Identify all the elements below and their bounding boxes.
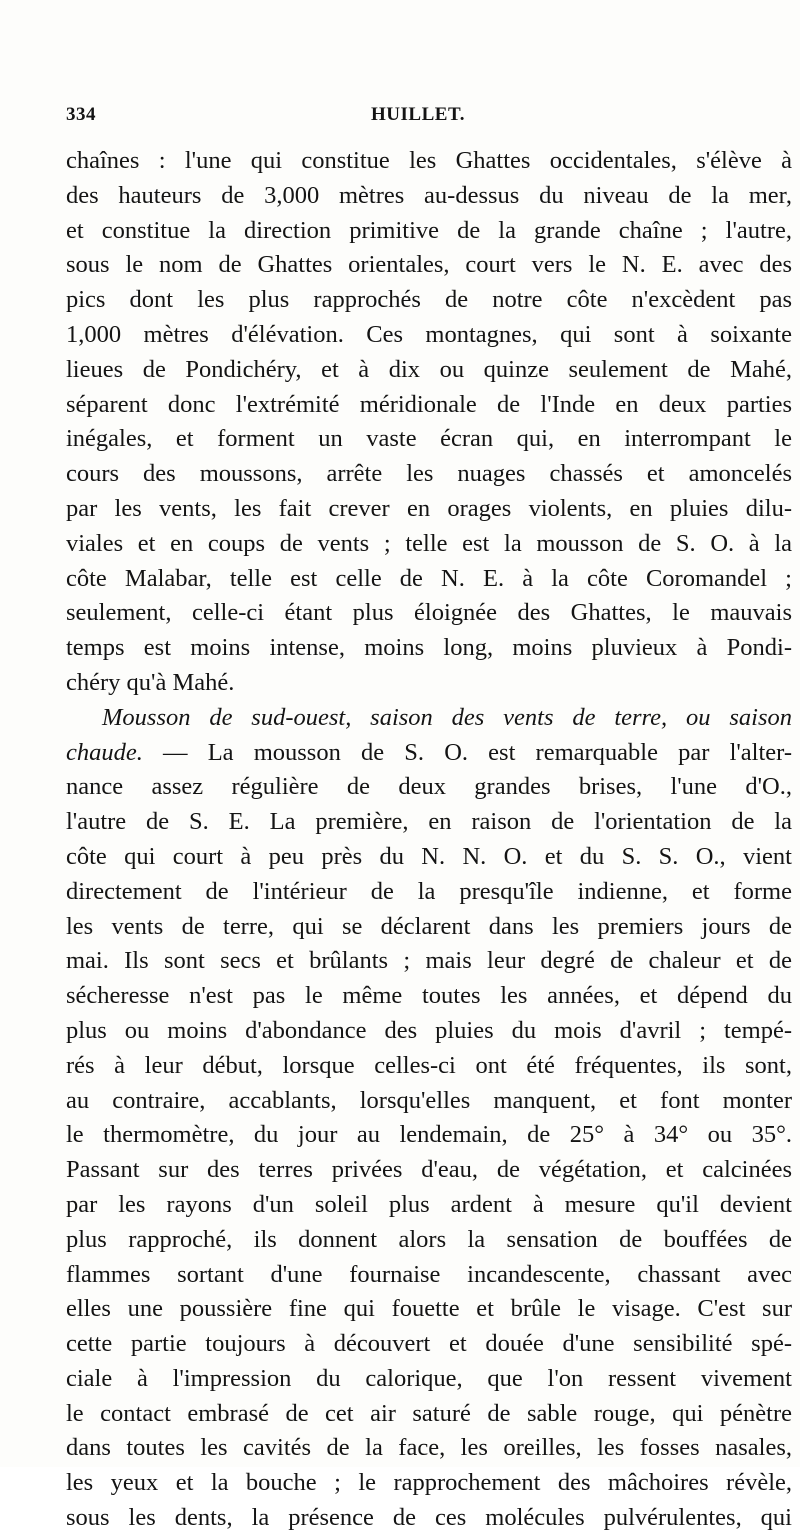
text-line: chaînes : l'une qui constitue les Ghattes occidentales, s'élève à: [66, 147, 792, 174]
paragraph-2: [66, 701, 792, 1536]
text-line: par les rayons d'un soleil plus ardent à mesure qu'il devient: [66, 1190, 792, 1218]
text-line: chéry qu'à Mahé.: [66, 668, 235, 696]
text-line: le contact embrasé de cet air saturé de sable rouge, qui pénètre: [66, 1399, 792, 1427]
text-line: inégales, et forment un vaste écran qui, en interrompant le: [66, 425, 792, 453]
paragraph-1: [66, 144, 792, 701]
text-line: pics dont les plus rapprochés de notre côte n'excèdent pas: [66, 286, 792, 314]
text-line: les vents de terre, qui se déclarent dans les premiers jours de: [66, 912, 792, 940]
body-text: [66, 144, 792, 1536]
text-line: côte qui court à peu près du N. N. O. et du S. S. O., vient: [66, 842, 792, 870]
text-line: lieues de Pondichéry, et à dix ou quinze seulement de Mahé,: [66, 355, 792, 383]
text-line: par les vents, les fait crever en orages violents, en pluies dilu-: [66, 494, 792, 522]
text-line: rés à leur début, lorsque celles-ci ont été fréquentes, ils sont,: [66, 1051, 792, 1079]
text-line: Passant sur des terres privées d'eau, de végétation, et calcinées: [66, 1156, 792, 1184]
text-line: plus rapproché, ils donnent alors la sensation de bouffées de: [66, 1225, 792, 1253]
running-head: [66, 104, 770, 128]
text-line: directement de l'intérieur de la presqu'île indienne, et forme: [66, 877, 792, 905]
text-line: les yeux et la bouche ; le rapprochement des mâchoires révèle,: [66, 1469, 792, 1497]
text-line: l'autre de S. E. La première, en raison de l'orientation de la: [66, 808, 792, 836]
text-line: sous les dents, la présence de ces molécules pulvérulentes, qui: [66, 1504, 792, 1532]
section-heading: Mousson de sud-ouest, saison des vents de terre, ou saison: [102, 703, 792, 731]
text-line: cette partie toujours à découvert et douée d'une sensibilité spé-: [66, 1330, 792, 1358]
text-line: viales et en coups de vents ; telle est la mousson de S. O. à la: [66, 529, 792, 557]
section-heading-line: [66, 736, 792, 771]
text-line: au contraire, accablants, lorsqu'elles manquent, et font monter: [66, 1086, 792, 1114]
text-line: dans toutes les cavités de la face, les oreilles, les fosses nasales,: [66, 1434, 792, 1462]
text-line: plus ou moins d'abondance des pluies du mois d'avril ; tempé-: [66, 1016, 792, 1044]
text-line: des hauteurs de 3,000 mètres au-dessus du niveau de la mer,: [66, 181, 792, 209]
section-heading-end: chaude.: [66, 738, 143, 766]
text-line: mai. Ils sont secs et brûlants ; mais leur degré de chaleur et de: [66, 947, 792, 975]
text-line: flammes sortant d'une fournaise incandescente, chassant avec: [66, 1260, 792, 1288]
text-line: elles une poussière fine qui fouette et brûle le visage. C'est sur: [66, 1295, 792, 1323]
text-line: le thermomètre, du jour au lendemain, de 25° à 34° ou 35°.: [66, 1121, 792, 1149]
text-line: temps est moins intense, moins long, moins pluvieux à Pondi-: [66, 634, 792, 662]
header-title: HUILLET.: [371, 104, 465, 125]
text-line: seulement, celle-ci étant plus éloignée des Ghattes, le mauvais: [66, 599, 792, 627]
text-line: côte Malabar, telle est celle de N. E. à la côte Coromandel ;: [66, 564, 792, 592]
text-line: 1,000 mètres d'élévation. Ces montagnes, qui sont à soixante: [66, 320, 792, 348]
text-line: ciale à l'impression du calorique, que l'on ressent vivement: [66, 1364, 792, 1392]
text-line: séparent donc l'extrémité méridionale de l'Inde en deux parties: [66, 390, 792, 418]
page-number: 334: [66, 104, 96, 125]
text-line: nance assez régulière de deux grandes brises, l'une d'O.,: [66, 773, 792, 801]
text-line: sous le nom de Ghattes orientales, court vers le N. E. avec des: [66, 251, 792, 279]
text-line: et constitue la direction primitive de la grande chaîne ; l'autre,: [66, 216, 792, 244]
text-line: cours des moussons, arrête les nuages chassés et amoncelés: [66, 460, 792, 488]
heading-rest-text: — La mousson de S. O. est remarquable par l'alter-: [142, 738, 792, 766]
text-line: sécheresse n'est pas le même toutes les années, et dépend du: [66, 982, 792, 1010]
